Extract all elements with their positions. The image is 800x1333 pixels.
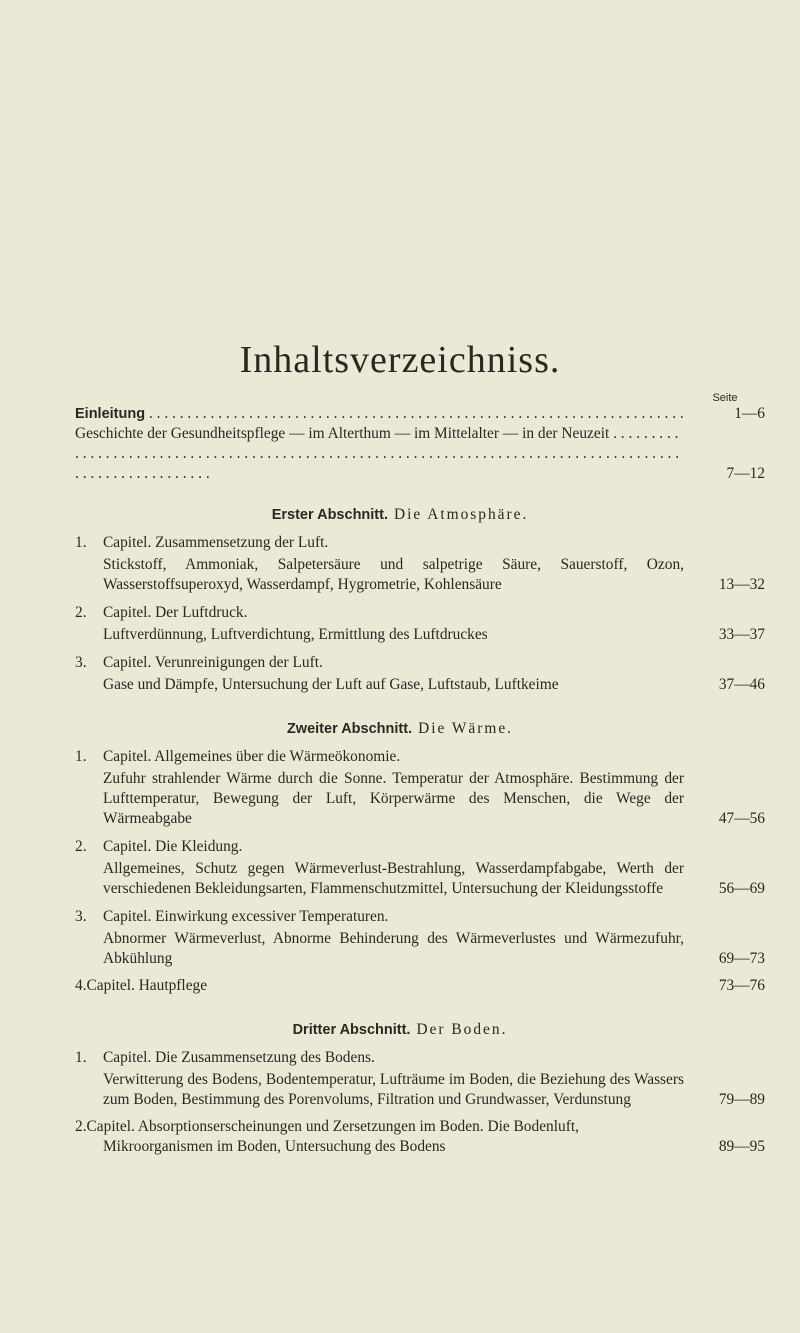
section-label: Erster Abschnitt. <box>271 507 388 523</box>
toc-entry <box>103 859 765 899</box>
chapter-entry <box>75 602 765 645</box>
chapter-entry <box>75 532 765 595</box>
chapter-title <box>75 836 765 857</box>
chapter-title-text: Capitel. Einwirkung excessiver Temperaturen. <box>103 908 389 925</box>
section-label: Zweiter Abschnitt. <box>286 721 413 737</box>
chapter-description <box>75 1070 765 1110</box>
toc-entry <box>103 555 765 595</box>
chapter-title <box>75 906 765 927</box>
toc-entry <box>103 675 765 695</box>
spacer <box>75 829 765 832</box>
spacer <box>75 645 765 648</box>
chapter-number: 1. <box>75 748 87 765</box>
chapter-number: 2. <box>75 604 87 621</box>
entry-pages: 56—69 <box>718 880 765 897</box>
entry-pages: 89—95 <box>718 1138 765 1155</box>
chapter-title <box>75 746 765 767</box>
chapter-title-text: Capitel. Die Kleidung. <box>103 838 243 855</box>
toc-entry <box>75 976 765 996</box>
entry-pages: 37—46 <box>718 676 765 693</box>
chapter-title <box>75 532 765 553</box>
section-name: Der Boden. <box>416 1021 508 1038</box>
chapter-title-text: Capitel. Absorptionserscheinungen und Zersetzungen im Boden. Die Bodenluft, Mikroorganismen im Boden, Untersuchung des Bodens <box>86 1118 579 1155</box>
entry-text: Stickstoff, Ammoniak, Salpetersäure und salpetrige Säure, Sauerstoff, Ozon, Wasserstoffsuperoxyd, Wasserdampf, Hygrometrie, Kohlensäure <box>103 556 684 593</box>
entry-label: Einleitung <box>75 406 146 422</box>
entry-text: Zufuhr strahlender Wärme durch die Sonne. Temperatur der Atmosphäre. Bestimmung der Lufttemperatur, Bewegung der Luft, Körperwärme des Menschen, die Wege der Wärmeabgabe <box>103 770 684 827</box>
table-of-contents <box>75 404 765 1160</box>
entry-text: Gase und Dämpfe, Untersuchung der Luft auf Gase, Luftstaub, Luftkeime <box>103 676 559 693</box>
chapter-number: 2. <box>75 1118 87 1135</box>
spacer <box>75 1157 765 1160</box>
chapter-description <box>75 859 765 899</box>
chapter-title-text: Capitel. Hautpflege <box>86 977 208 994</box>
section-heading <box>75 1021 765 1039</box>
section-name: Die Wärme. <box>418 720 514 737</box>
spacer <box>75 1110 765 1113</box>
chapter-title-text: Capitel. Verunreinigungen der Luft. <box>103 654 323 671</box>
chapter-title <box>75 1047 765 1068</box>
entry-pages: 47—56 <box>718 810 765 827</box>
chapter-entry <box>75 1047 765 1110</box>
entry-pages: 13—32 <box>718 576 765 593</box>
section-heading <box>75 720 765 738</box>
toc-entry <box>103 929 765 969</box>
chapter-number: 1. <box>75 534 87 551</box>
toc-entry <box>103 625 765 645</box>
chapter-entry <box>75 1117 765 1157</box>
chapter-title <box>75 652 765 673</box>
chapter-number: 3. <box>75 654 87 671</box>
spacer <box>75 899 765 902</box>
chapter-entry <box>75 906 765 969</box>
entry-pages: 79—89 <box>718 1091 765 1108</box>
chapter-title <box>75 602 765 623</box>
entry-text <box>75 404 684 424</box>
chapter-description <box>75 929 765 969</box>
chapter-entry <box>75 746 765 829</box>
entry-pages: 7—12 <box>726 465 765 482</box>
entry-pages: 1—6 <box>734 405 765 422</box>
chapter-number: 1. <box>75 1049 87 1066</box>
chapter-entry <box>75 836 765 899</box>
section-heading <box>75 506 765 524</box>
page-column-label: Seite <box>712 392 738 404</box>
chapter-entry <box>75 652 765 695</box>
chapter-entry <box>75 976 765 996</box>
entry-text: Luftverdünnung, Luftverdichtung, Ermittlung des Luftdruckes <box>103 626 488 643</box>
chapter-description <box>75 675 765 695</box>
entry-text: Abnormer Wärmeverlust, Abnorme Behinderung des Wärmeverlustes und Wärmezufuhr, Abkühlung <box>103 930 684 967</box>
entry-pages: 33—37 <box>718 626 765 643</box>
entry-text: Verwitterung des Bodens, Bodentemperatur, Lufträume im Boden, die Beziehung des Wassers zum Boden, Bestimmung des Porenvolums, Filtration und Grundwasser, Verdunstung <box>103 1071 684 1108</box>
toc-entry <box>103 1070 765 1110</box>
entry-text: Geschichte der Gesundheitspflege — im Alterthum — im Mittelalter — in der Neuzeit . . . <box>75 424 684 484</box>
chapter-title <box>75 976 684 996</box>
spacer <box>75 695 765 698</box>
spacer <box>75 969 765 972</box>
chapter-title-text: Capitel. Die Zusammensetzung des Bodens. <box>103 1049 375 1066</box>
section-name: Die Atmosphäre. <box>394 506 529 523</box>
spacer <box>75 595 765 598</box>
page-title: Inhaltsverzeichniss. <box>239 339 561 381</box>
entry-pages: 69—73 <box>718 950 765 967</box>
chapter-description <box>75 625 765 645</box>
chapter-number: 4. <box>75 977 87 994</box>
toc-entry <box>75 404 765 424</box>
chapter-title-text: Capitel. Zusammensetzung der Luft. <box>103 534 329 551</box>
chapter-title-text: Capitel. Der Luftdruck. <box>103 604 248 621</box>
chapter-title-text: Capitel. Allgemeines über die Wärmeökonomie. <box>103 748 401 765</box>
chapter-title <box>75 1117 684 1157</box>
chapter-number: 3. <box>75 908 87 925</box>
entry-text: Allgemeines, Schutz gegen Wärmeverlust-Bestrahlung, Wasserdampfabgabe, Werth der verschiedenen Bekleidungsarten, Flammenschutzmittel, Untersuchung der Kleidungsstoffe <box>103 860 684 897</box>
chapter-description <box>75 555 765 595</box>
entry-pages: 73—76 <box>718 977 765 994</box>
section-label: Dritter Abschnitt. <box>292 1022 411 1038</box>
chapter-description <box>75 769 765 829</box>
toc-entry <box>75 424 765 484</box>
toc-entry <box>103 769 765 829</box>
toc-entry <box>75 1117 765 1157</box>
spacer <box>75 996 765 999</box>
chapter-number: 2. <box>75 838 87 855</box>
